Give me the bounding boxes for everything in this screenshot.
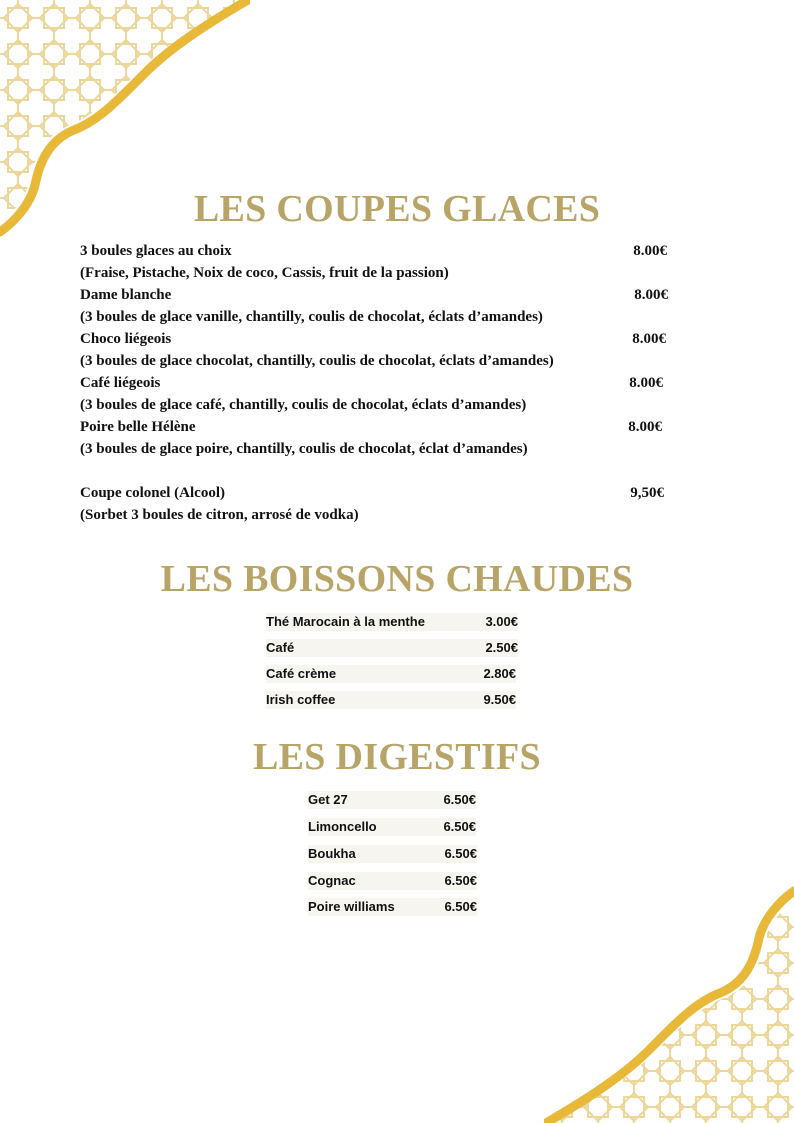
- drink-row: [308, 898, 477, 916]
- drink-row: [266, 639, 518, 657]
- drink-name: Café crème: [266, 666, 337, 681]
- moroccan-corner-ornament-bottom-right: [544, 873, 794, 1123]
- menu-item-price: 8.00€: [632, 331, 666, 347]
- drink-row: [266, 691, 516, 709]
- menu-item-description: (Sorbet 3 boules de citron, arrosé de vodka): [80, 507, 359, 523]
- section-title-coupes-glaces: LES COUPES GLACES: [193, 188, 601, 230]
- drink-name: Cognac: [308, 873, 356, 888]
- drink-price: 9.50€: [483, 692, 516, 707]
- menu-item-name: Dame blanche: [80, 287, 172, 303]
- drink-price: 6.50€: [444, 873, 477, 888]
- drink-row: [266, 613, 518, 631]
- menu-item-name: Coupe colonel (Alcool): [80, 485, 225, 501]
- drink-price: 6.50€: [444, 899, 477, 914]
- menu-item-description: (3 boules de glace vanille, chantilly, coulis de chocolat, éclats d’amandes): [80, 309, 543, 325]
- menu-item-description: (3 boules de glace café, chantilly, coulis de chocolat, éclats d’amandes): [80, 397, 527, 413]
- drink-price: 6.50€: [444, 846, 477, 861]
- drink-row: [308, 818, 476, 836]
- menu-item-name: Choco liégeois: [80, 331, 172, 347]
- menu-item-price: 8.00€: [628, 419, 662, 435]
- drink-name: Thé Marocain à la menthe: [266, 614, 425, 629]
- drink-row: [308, 845, 477, 863]
- drink-name: Limoncello: [308, 819, 377, 834]
- menu-item-description: (3 boules de glace poire, chantilly, coulis de chocolat, éclat d’amandes): [80, 441, 528, 457]
- menu-item-price: 9,50€: [630, 485, 664, 501]
- drink-row: [308, 872, 477, 890]
- drink-name: Boukha: [308, 846, 356, 861]
- menu-item-description: (3 boules de glace chocolat, chantilly, coulis de chocolat, éclats d’amandes): [80, 353, 554, 369]
- drink-price: 2.80€: [483, 666, 516, 681]
- drink-price: 2.50€: [485, 640, 518, 655]
- drink-name: Poire williams: [308, 899, 395, 914]
- menu-item-name: Poire belle Hélène: [80, 419, 196, 435]
- menu-item-price: 8.00€: [633, 243, 667, 259]
- drink-price: 3.00€: [485, 614, 518, 629]
- menu-item-description: (Fraise, Pistache, Noix de coco, Cassis, fruit de la passion): [80, 265, 449, 281]
- drink-name: Café: [266, 640, 295, 655]
- section-title-boissons-chaudes: LES BOISSONS CHAUDES: [160, 558, 634, 600]
- menu-item-name: Café liégeois: [80, 375, 161, 391]
- section-title-digestifs: LES DIGESTIFS: [253, 736, 541, 778]
- drink-price: 6.50€: [443, 819, 476, 834]
- menu-item-price: 8.00€: [629, 375, 663, 391]
- drink-name: Get 27: [308, 792, 348, 807]
- drink-name: Irish coffee: [266, 692, 336, 707]
- drink-price: 6.50€: [443, 792, 476, 807]
- menu-item-name: 3 boules glaces au choix: [80, 243, 232, 259]
- menu-item-price: 8.00€: [634, 287, 668, 303]
- drink-row: [266, 665, 516, 683]
- drink-row: [308, 791, 476, 809]
